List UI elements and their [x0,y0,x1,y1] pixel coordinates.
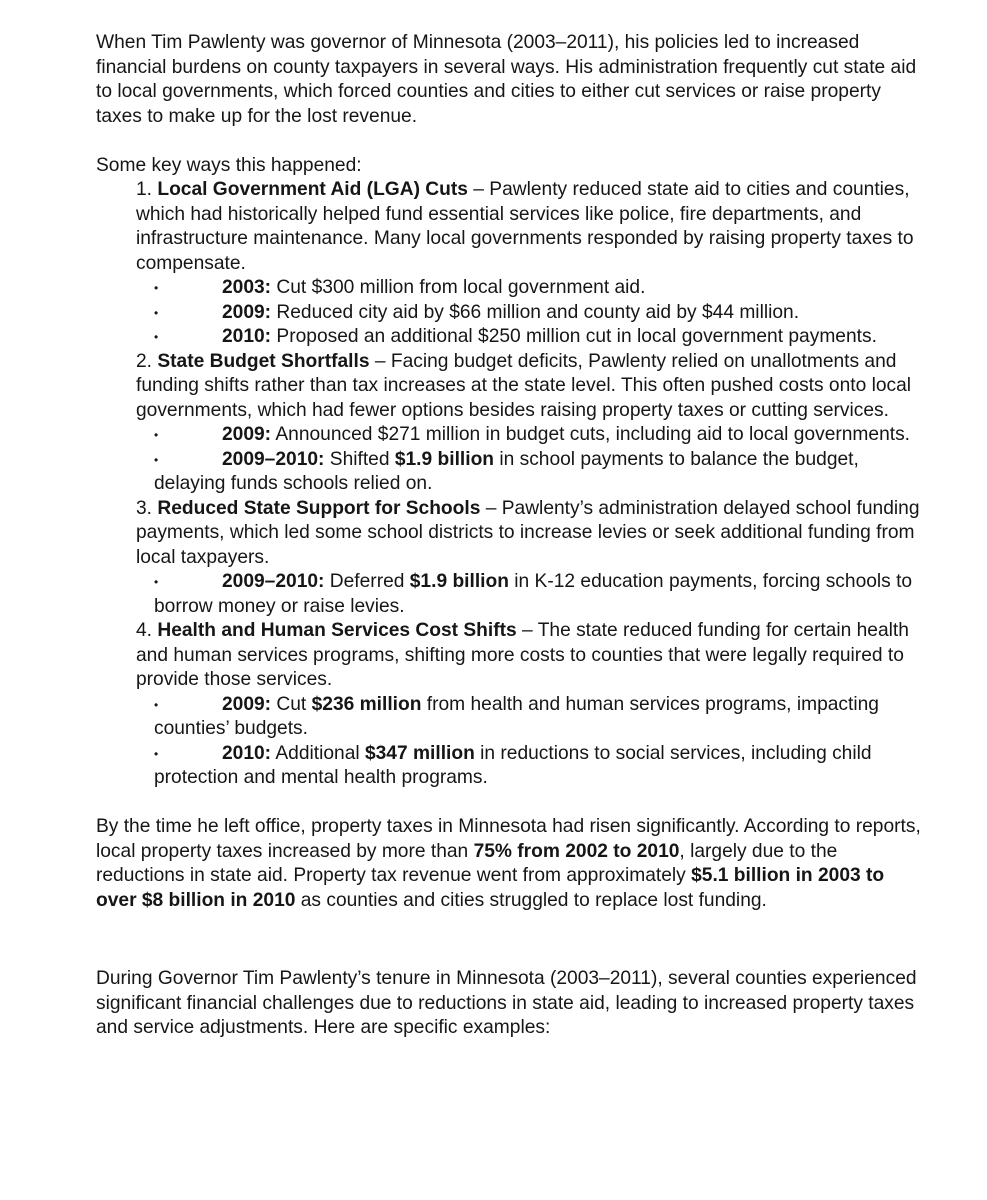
summary-text: By the time he left office, property taxes in Minnesota had risen significantly. According to reports, local property taxes increased by more than [96,816,921,862]
item-description: The state reduced funding for certain health and human services programs, shifting more costs to counties that were legally required to provide those services. [136,620,909,690]
bullet-dot-icon: • [154,281,159,295]
item-title: Reduced State Support for Schools [157,497,481,519]
summary-text: , largely due to the reductions in state aid. Property tax revenue went from approximately [96,840,838,886]
spacer [96,913,926,967]
list-item-lga-cuts [96,178,926,276]
bullet-amount: $1.9 billion [409,571,509,592]
item-title: Local Government Aid (LGA) Cuts [157,179,468,200]
bullet-text: Reduced city aid by $66 million and county aid by $44 million. [271,301,800,323]
bullet-year: 2009–2010: [222,448,325,470]
bullet-dot-icon: • [154,575,159,589]
bullet-item [96,742,926,791]
bullet-item [96,325,926,350]
bullet-dot-icon: • [154,697,159,712]
spacer [96,791,926,816]
item-description: Pawlenty’s administration delayed school funding payments, which led some school districts to increase levies or seek additional funding from local taxpayers. [136,497,920,568]
item-title: State Budget Shortfalls [157,350,370,372]
bullet-text: in reductions to social services, including child protection and mental health programs. [154,742,872,788]
bullet-item [96,276,926,301]
bullet-text: in school payments to balance the budget, delaying funds schools relied on. [154,448,859,494]
item-dash: – [369,350,391,372]
bullet-dot-icon: • [154,746,159,761]
bullet-year: 2010: [222,326,272,347]
bullet-text: from health and human services programs, impacting counties’ budgets. [154,693,879,739]
bullet-item [96,570,926,619]
summary-text: as counties and cities struggled to replace lost funding. [295,889,767,911]
intro-paragraph: When Tim Pawlenty was governor of Minnesota (2003–2011), his policies led to increased financial burdens on county taxpayers in several ways. His administration frequently cut state aid to local governments, which forced counties and cities to either cut services or raise property taxes to make up for the lost revenue. [96,32,917,127]
bullet-year: 2010: [222,742,272,764]
item-number: 2. [136,350,153,372]
bullet-item [96,448,926,497]
list-item-hhs-cost-shifts [96,619,926,693]
bullet-item [96,301,926,326]
bullet-amount: $236 million [311,693,422,715]
item-description: Pawlenty reduced state aid to cities and counties, which had historically helped fund essential services like police, fire departments, and infrastructure maintenance. Many local governments responded by raising property taxes to compensate. [136,179,914,274]
spacer [96,129,926,154]
item-number: 4. [136,620,153,641]
bullet-text: Deferred [324,571,410,592]
item-dash: – [467,179,490,200]
item-number: 1. [136,179,153,200]
bullet-text: Cut [271,693,312,715]
item-dash: – [480,497,502,519]
bullet-year: 2003: [222,277,272,298]
bullet-text: in K-12 education payments, forcing schools to borrow money or raise levies. [154,571,913,617]
bullet-dot-icon: • [154,452,159,467]
bullet-text: Cut $300 million from local government aid. [271,277,646,298]
summary-paragraph [96,815,926,913]
closing-paragraph: During Governor Tim Pawlenty’s tenure in Minnesota (2003–2011), several counties experienced significant financial challenges due to reductions in state aid, leading to increased property taxes and service adjustments. Here are specific examples: [96,968,917,1038]
bullet-year: 2009–2010: [222,571,325,592]
document-body [96,31,926,1041]
bullet-amount: $347 million [364,742,475,764]
list-item-school-support [96,497,926,571]
bullet-dot-icon: • [154,330,159,344]
bullet-year: 2009: [222,693,272,715]
summary-highlight: $5.1 billion in 2003 to over $8 billion in 2010 [96,865,885,911]
item-dash: – [516,620,538,641]
summary-highlight: 75% from 2002 to 2010 [473,840,680,862]
bullet-year: 2009: [222,424,272,445]
lead-in-text: Some key ways this happened: [96,154,362,176]
bullet-text: Announced $271 million in budget cuts, including aid to local governments. [271,424,911,445]
bullet-dot-icon: • [154,305,159,320]
bullet-item [96,423,926,448]
bullet-dot-icon: • [154,428,159,442]
item-description: Facing budget deficits, Pawlenty relied on unallotments and funding shifts rather than tax increases at the state level. This often pushed costs onto local governments, which had fewer options besides raising property taxes or cutting services. [136,350,912,421]
bullet-item [96,693,926,742]
bullet-amount: $1.9 billion [394,448,495,470]
item-title: Health and Human Services Cost Shifts [157,620,517,641]
bullet-text: Additional [271,742,365,764]
list-item-budget-shortfalls [96,350,926,424]
bullet-text: Shifted [324,448,395,470]
item-number: 3. [136,497,153,519]
bullet-year: 2009: [222,301,272,323]
bullet-text: Proposed an additional $250 million cut in local government payments. [271,326,877,347]
